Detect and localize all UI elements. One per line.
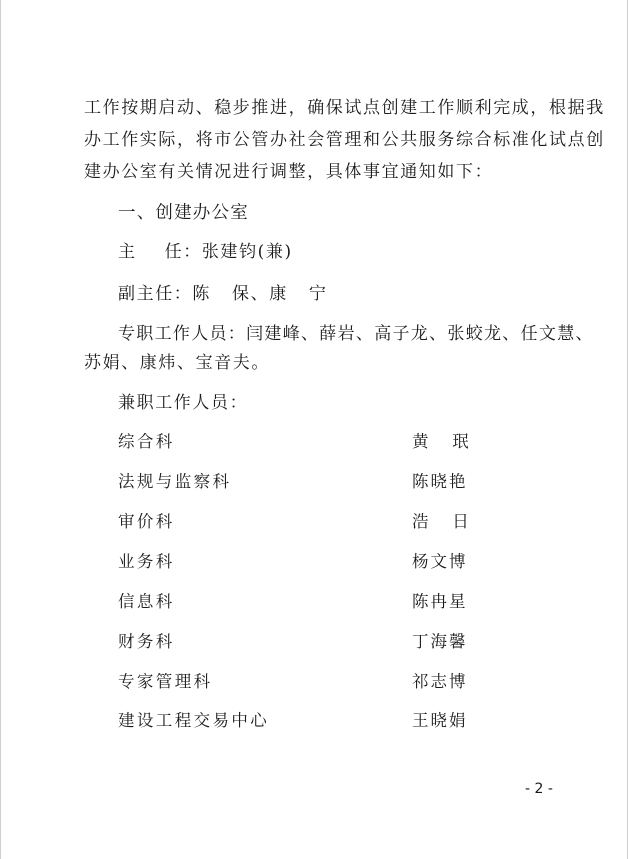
dept-person: 陈晓艳 <box>412 472 468 491</box>
director-line: 主 任：张建钧(兼) <box>118 242 293 262</box>
dept-name: 建设工程交易中心 <box>118 711 270 730</box>
dept-name: 综合科 <box>118 432 175 451</box>
dept-name: 业务科 <box>118 552 175 571</box>
dept-name: 法规与监察科 <box>118 472 232 491</box>
dept-person: 杨文博 <box>412 552 468 571</box>
page-left-edge <box>0 0 1 859</box>
dept-name: 财务科 <box>118 632 175 651</box>
fulltime-staff-line-1: 专职工作人员：闫建峰、薛岩、高子龙、张蛟龙、任文慧、 <box>118 324 594 344</box>
intro-line-2: 办工作实际，将市公管办社会管理和公共服务综合标准化试点创 <box>84 130 605 150</box>
dept-person: 陈冉星 <box>412 592 468 611</box>
fulltime-staff-line-2: 苏娟、康炜、宝音夫。 <box>84 353 270 373</box>
parttime-staff-label: 兼职工作人员： <box>118 393 249 413</box>
page-number: - 2 - <box>525 781 553 797</box>
deputy-director-line: 副主任：陈 保、康 宁 <box>118 284 328 304</box>
dept-person: 丁海馨 <box>412 632 468 651</box>
intro-line-3: 建办公室有关情况进行调整，具体事宜通知如下： <box>84 162 494 182</box>
dept-name: 专家管理科 <box>118 672 213 691</box>
dept-person: 黄 珉 <box>412 432 471 451</box>
intro-line-1: 工作按期启动、稳步推进，确保试点创建工作顺利完成，根据我 <box>84 98 605 118</box>
dept-name: 信息科 <box>118 592 175 611</box>
dept-person: 浩 日 <box>412 512 471 531</box>
dept-person: 祁志博 <box>412 672 468 691</box>
dept-name: 审价科 <box>118 512 175 531</box>
section-heading: 一、创建办公室 <box>118 203 249 223</box>
dept-person: 王晓娟 <box>412 711 468 730</box>
